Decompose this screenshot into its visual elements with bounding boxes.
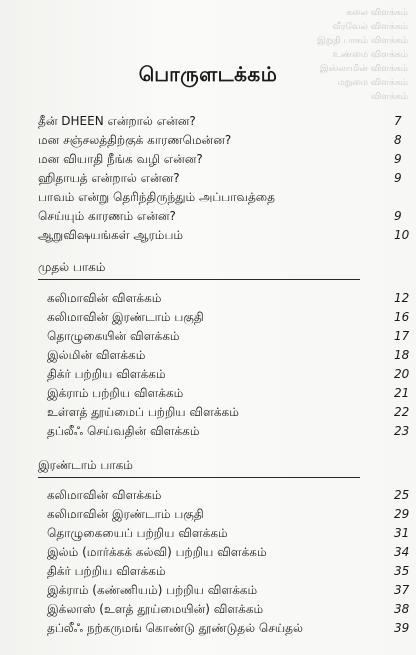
- toc-entry-title: தொழுகையின் விளக்கம்: [47, 329, 180, 343]
- toc-entry-page: 10: [394, 228, 410, 242]
- toc-entry-title: பாவம் என்று தெரிந்திருந்தும் அப்பாவத்தை: [38, 190, 275, 204]
- toc-entry: [0, 422, 416, 440]
- toc-entry-page: 8: [394, 133, 402, 147]
- toc-entry: [0, 486, 416, 504]
- toc-entry: [0, 581, 416, 599]
- toc-entry-title: ஹிதாயத் என்றால் என்ன?: [38, 171, 180, 185]
- toc-entry-page: 37: [394, 583, 410, 597]
- bleed-through-text: [288, 6, 408, 104]
- toc-entry-page: 16: [394, 310, 410, 324]
- toc-entry-title: தீன் DHEEN என்றால் என்ன?: [38, 114, 196, 128]
- toc-entry-page: 12: [394, 291, 410, 305]
- toc-entry-page: 25: [394, 488, 410, 502]
- toc-entry: [0, 619, 416, 637]
- toc-entry-title: கலிமாவின் இரண்டாம் பகுதி: [47, 310, 204, 324]
- toc-entry-page: 35: [394, 564, 410, 578]
- toc-entry-page: 23: [394, 424, 410, 438]
- toc-entry: [0, 188, 416, 206]
- toc-entry-title: திக்ர் பற்றிய விளக்கம்: [47, 367, 166, 381]
- toc-entry: [0, 562, 416, 580]
- toc-entry-title: தப்லீஃ செய்வதின் விளக்கம்: [47, 424, 200, 438]
- toc-entry: [0, 289, 416, 307]
- toc-entry-title: கலிமாவின் விளக்கம்: [47, 488, 162, 502]
- toc-entry-title: இக்ராம் (கண்ணியம்) பற்றிய விளக்கம்: [47, 583, 258, 597]
- bleed-line: இறுதி பாகம் விளக்கம்: [317, 36, 408, 46]
- bleed-line: விளக்கம்: [370, 92, 408, 102]
- toc-entry-page: 34: [394, 545, 410, 559]
- toc-entry-title: தொழுகையைப் பற்றிய விளக்கம்: [47, 526, 228, 540]
- toc-entry-title: திக்ர் பற்றிய விளக்கம்: [47, 564, 166, 578]
- toc-entry-page: 31: [394, 526, 410, 540]
- bleed-line: கலை விளக்கம்: [346, 8, 408, 18]
- toc-entry-title: தப்லீஃ நற்கருமங் கொண்டு தூண்டுதல் செய்தல்: [47, 621, 303, 635]
- toc-entry-title: இல்மின் விளக்கம்: [47, 348, 146, 362]
- toc-entry-page: 18: [394, 348, 410, 362]
- toc-entry-page: 29: [394, 507, 410, 521]
- toc-entry: [0, 112, 416, 130]
- toc-entry-title: இக்ராம் பற்றிய விளக்கம்: [47, 386, 184, 400]
- toc-entry: [0, 308, 416, 326]
- bleed-line: வீரவேல் விளக்கம்: [332, 22, 408, 32]
- section-heading-part-2: இரண்டாம் பாகம்: [38, 458, 133, 472]
- toc-entry: [0, 365, 416, 383]
- toc-entry-title: இக்லாஸ் (உளத் தூய்மையின்) விளக்கம்: [47, 602, 264, 616]
- section-rule: [38, 477, 360, 478]
- toc-entry-page: 9: [394, 209, 402, 223]
- bleed-line: இஸ்லாமின் விளக்கம்: [319, 64, 408, 74]
- toc-entry-title: உள்ளத் தூய்மைப் பற்றிய விளக்கம்: [47, 405, 239, 419]
- toc-entry: [0, 524, 416, 542]
- toc-entry: [0, 226, 416, 244]
- toc-entry-page: 39: [394, 621, 410, 635]
- section-heading-part-1: முதல் பாகம்: [38, 260, 106, 274]
- toc-entry: [0, 505, 416, 523]
- toc-entry-page: 7: [394, 114, 402, 128]
- toc-entry: [0, 543, 416, 561]
- toc-entry-title: இல்ம் (மார்க்கக் கல்வி) பற்றிய விளக்கம்: [47, 545, 267, 559]
- toc-entry: [0, 384, 416, 402]
- toc-entry: [0, 327, 416, 345]
- toc-entry: [0, 403, 416, 421]
- toc-entry-page: 21: [394, 386, 410, 400]
- toc-entry-page: 9: [394, 152, 402, 166]
- toc-entry: [0, 346, 416, 364]
- toc-entry-page: 20: [394, 367, 410, 381]
- toc-entry-page: 22: [394, 405, 410, 419]
- toc-entry: [0, 207, 416, 225]
- toc-entry-page: 38: [394, 602, 410, 616]
- toc-entry: [0, 150, 416, 168]
- toc-entry: [0, 169, 416, 187]
- toc-entry-page: [344, 188, 416, 206]
- toc-entry-title: ஆறுவிஷயங்கள் ஆரம்பம்: [38, 228, 184, 242]
- toc-entry-page: 17: [394, 329, 410, 343]
- toc-entry: [0, 600, 416, 618]
- toc-entry-title: செய்யும் காரணம் என்ன?: [38, 209, 176, 223]
- section-rule: [38, 279, 360, 280]
- toc-entry-title: மன சஞ்சலத்திற்குக் காரணமென்ன?: [38, 133, 232, 147]
- toc-entry-title: கலிமாவின் விளக்கம்: [47, 291, 162, 305]
- bleed-line: உண்மை விளக்கம்: [332, 50, 408, 60]
- bleed-line: மறுமை விளக்கம்: [337, 78, 408, 88]
- page-title: பொருளடக்கம்: [138, 62, 278, 86]
- toc-entry-title: கலிமாவின் இரண்டாம் பகுதி: [47, 507, 204, 521]
- toc-entry-page: 9: [394, 171, 402, 185]
- toc-entry-title: மன வியாதி நீங்க வழி என்ன?: [38, 152, 203, 166]
- toc-entry: [0, 131, 416, 149]
